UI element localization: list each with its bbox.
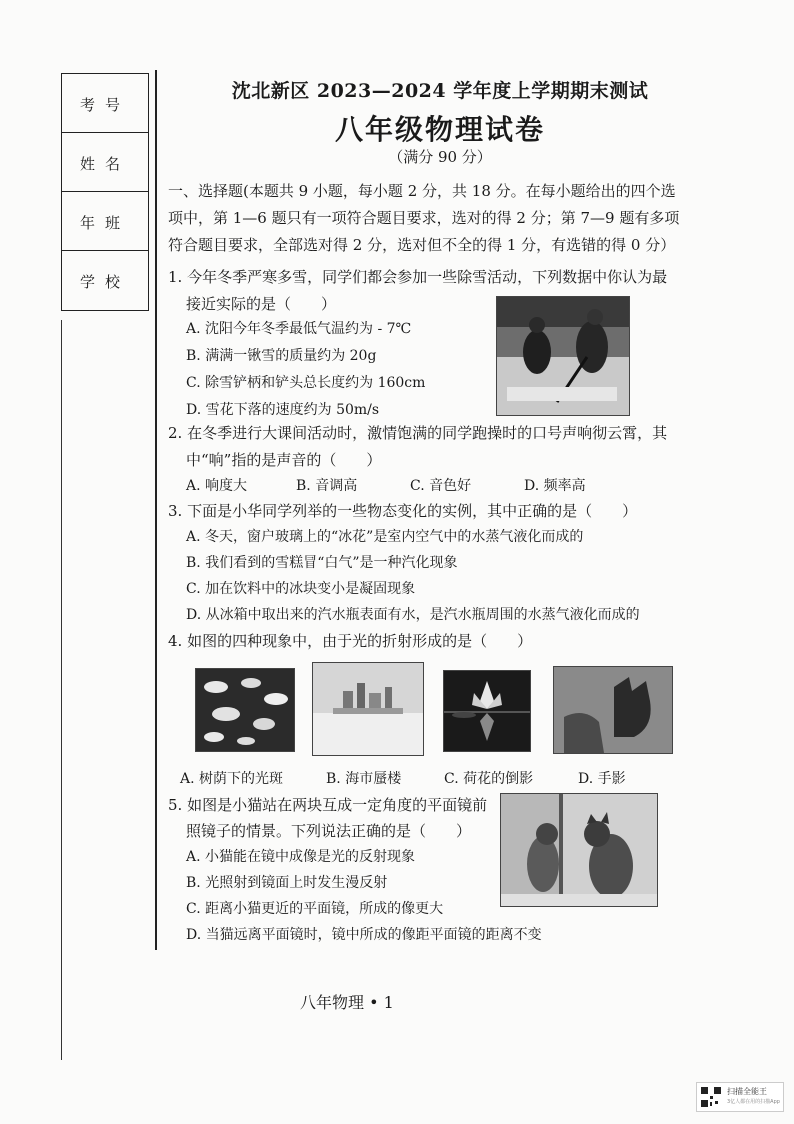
q5-option-c: C. 距离小猫更近的平面镜，所成的像更大 (186, 901, 444, 917)
q5-stem-line: 5. 如图是小猫站在两块互成一定角度的平面镜前 (168, 796, 488, 814)
q1-option-b: B. 满满一锹雪的质量约为 20g (186, 348, 377, 364)
scanner-watermark (696, 1082, 784, 1112)
exam-header-title: 沈北新区 2023—2024 学年度上学期期末测试 (231, 80, 649, 102)
q4-option-c: C. 荷花的倒影 (444, 771, 534, 787)
page-title: 八年级物理试卷 (334, 113, 545, 146)
left-border-line (61, 320, 62, 1060)
q1-option-a: A. 沈阳今年冬季最低气温约为 - 7℃ (186, 321, 412, 337)
q4-option-a: A. 树荫下的光斑 (180, 771, 284, 787)
q2-stem-line: 中“响”指的是声音的（ ） (186, 451, 382, 469)
q4-photo-lotus-reflection (443, 670, 531, 752)
q1-stem-line: 接近实际的是（ ） (186, 295, 337, 313)
q1-option-d: D. 雪花下落的速度约为 50m/s (186, 402, 380, 418)
section-intro-line: 项中，第 1—6 题只有一项符合题目要求，选对的得 2 分；第 7—9 题有多项 (168, 209, 680, 227)
q4-stem-line: 4. 如图的四种现象中，由于光的折射形成的是（ ） (168, 632, 533, 650)
q3-option-c: C. 加在饮料中的冰块变小是凝固现象 (186, 581, 416, 597)
q5-option-b: B. 光照射到镜面上时发生漫反射 (186, 875, 388, 891)
q2-stem-line: 2. 在冬季进行大课间活动时，激情饱满的同学跑操时的口号声响彻云霄，其 (168, 424, 668, 442)
info-row-name (62, 133, 148, 192)
scanner-tagline: 3亿人都在用的扫描App (727, 1099, 780, 1105)
info-row-school (62, 251, 148, 310)
q5-option-d: D. 当猫远离平面镜时，镜中所成的像距平面镜的距离不变 (186, 927, 542, 943)
section-intro-line: 符合题目要求，全部选对得 2 分，选对但不全的得 1 分，有选错的得 0 分） (168, 236, 676, 254)
qr-code-icon (700, 1086, 722, 1108)
q1-option-c: C. 除雪铲柄和铲头总长度约为 160cm (186, 375, 426, 391)
q4-option-b: B. 海市蜃楼 (326, 771, 402, 787)
info-row-class (62, 192, 148, 251)
student-info-table (61, 73, 149, 311)
info-row-exam-number (62, 74, 148, 133)
info-label: 年班 (79, 214, 130, 232)
binding-margin-line (155, 70, 157, 950)
q5-stem-line: 照镜子的情景。下列说法正确的是（ ） (186, 822, 472, 840)
section-intro (168, 178, 708, 259)
q3-option-b: B. 我们看到的雪糕冒“白气”是一种汽化现象 (186, 555, 458, 571)
q3-option-a: A. 冬天，窗户玻璃上的“冰花”是室内空气中的水蒸气液化而成的 (186, 529, 584, 545)
q4-photo-hand-shadow (553, 666, 673, 754)
q5-cat-mirror-photo (500, 793, 658, 907)
info-label: 学校 (79, 273, 130, 291)
score-note: （满分 90 分） (388, 148, 492, 166)
q4-photo-mirage (312, 662, 424, 756)
q5-option-a: A. 小猫能在镜中成像是光的反射现象 (186, 849, 416, 865)
scanner-brand: 扫描全能王 (727, 1087, 767, 1096)
q3-option-d: D. 从冰箱中取出来的汽水瓶表面有水，是汽水瓶周围的水蒸气液化而成的 (186, 607, 640, 623)
q1-stem-line: 1. 今年冬季严寒多雪，同学们都会参加一些除雪活动，下列数据中你认为最 (168, 268, 668, 286)
q3-stem-line: 3. 下面是小华同学列举的一些物态变化的实例，其中正确的是（ ） (168, 502, 638, 520)
q2-option-c: C. 音色好 (410, 478, 472, 494)
q4-option-d: D. 手影 (578, 771, 626, 787)
info-label: 考号 (79, 96, 130, 114)
q2-option-d: D. 频率高 (524, 478, 586, 494)
q4-photo-light-spots (195, 668, 295, 752)
q2-option-b: B. 音调高 (296, 478, 358, 494)
page-footer-label: 八年物理 • 1 (300, 993, 394, 1012)
q1-snow-shoveling-photo (496, 296, 630, 416)
section-intro-line: 一、选择题(本题共 9 小题，每小题 2 分，共 18 分。在每小题给出的四个选 (168, 182, 676, 200)
info-label: 姓名 (79, 155, 130, 173)
q2-option-a: A. 响度大 (186, 478, 248, 494)
